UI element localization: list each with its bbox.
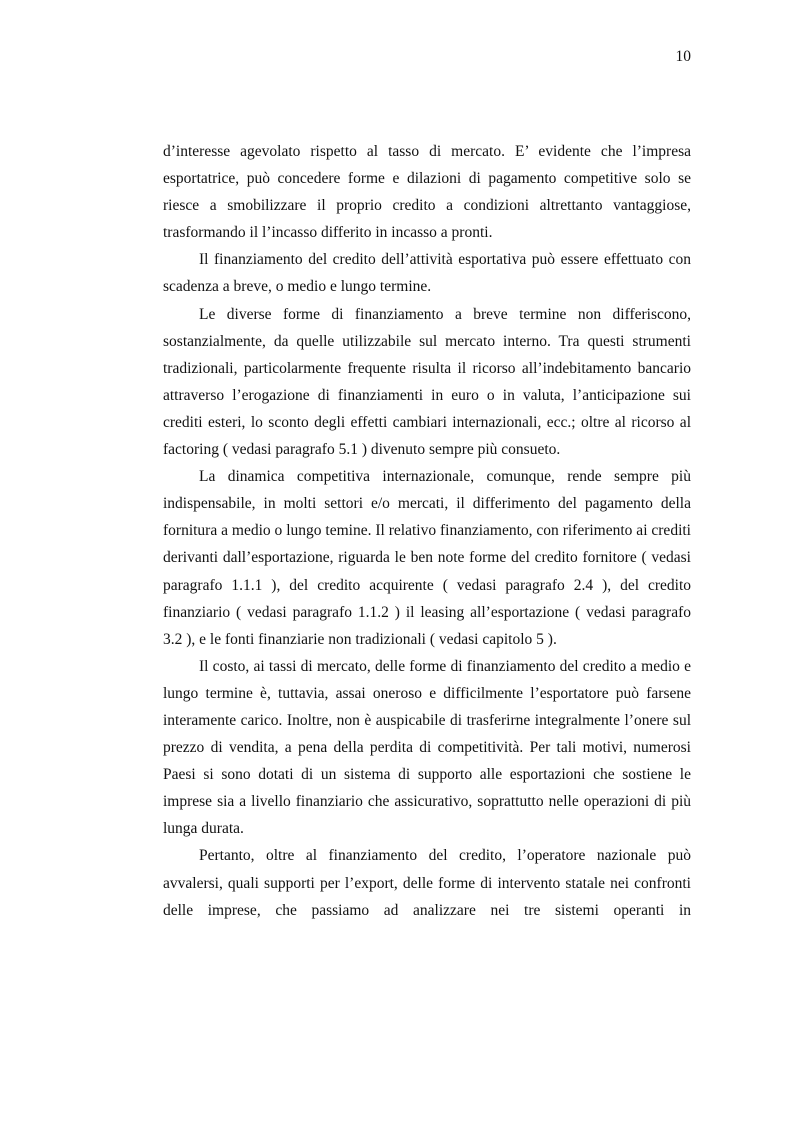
paragraph-2: Il finanziamento del credito dell’attività esportativa può essere effettuato con scadenza a breve, o medio e lungo termine. [163, 251, 691, 296]
paragraph-3: Le diverse forme di finanziamento a breve termine non differiscono, sostanzialmente, da quelle utilizzabile sul mercato interno. Tra questi strumenti tradizionali, particolarmente frequente risulta il ricorso all’indebitamento bancario attraverso l’erogazione di finanziamenti in euro o in valuta, l’anticipazione sui crediti esteri, lo sconto degli effetti cambiari internazionali, ecc.; oltre al ricorso al factoring ( vedasi paragrafo 5.1 ) divenuto sempre più consueto. [163, 305, 691, 459]
paragraph-5: Il costo, ai tassi di mercato, delle forme di finanziamento del credito a medio e lungo termine è, tuttavia, assai oneroso e difficilmente l’esportatore può farsene interamente carico. Inoltre, non è auspicabile di trasferirne integralmente l’onere sul prezzo di vendita, a pena della perdita di competitività. Per tali motivi, numerosi Paesi si sono dotati di un sistema di supporto alle esportazioni che sostiene le imprese sia a livello finanziario che assicurativo, soprattutto nelle operazioni di più lunga durata. [163, 657, 691, 838]
paragraph-1: d’interesse agevolato rispetto al tasso di mercato. E’ evidente che l’impresa esportatrice, può concedere forme e dilazioni di pagamento competitive solo se riesce a smobilizzare il proprio credito a condizioni altrettanto vantaggiose, trasformando il l’incasso differito in incasso a pronti. [163, 143, 691, 242]
page-number: 10 [675, 48, 691, 65]
paragraph-4: La dinamica competitiva internazionale, comunque, rende sempre più indispensabile, in molti settori e/o mercati, il differimento del pagamento della fornitura a medio o lungo temine. Il relativo finanziamento, con riferimento ai crediti derivanti dall’esportazione, riguarda le ben note forme del credito fornitore ( vedasi paragrafo 1.1.1 ), del credito acquirente ( vedasi paragrafo 2.4 ), del credito finanziario ( vedasi paragrafo 1.1.2 ) il leasing all’esportazione ( vedasi paragrafo 3.2 ), e le fonti finanziarie non tradizionali ( vedasi capitolo 5 ). [163, 468, 691, 648]
paragraph-6: Pertanto, oltre al finanziamento del credito, l’operatore nazionale può avvalersi, quali supporti per l’export, delle forme di intervento statale nei confronti delle imprese, che passiamo ad analizzare nei tre sistemi operanti in [163, 847, 691, 919]
body-text [163, 138, 691, 924]
